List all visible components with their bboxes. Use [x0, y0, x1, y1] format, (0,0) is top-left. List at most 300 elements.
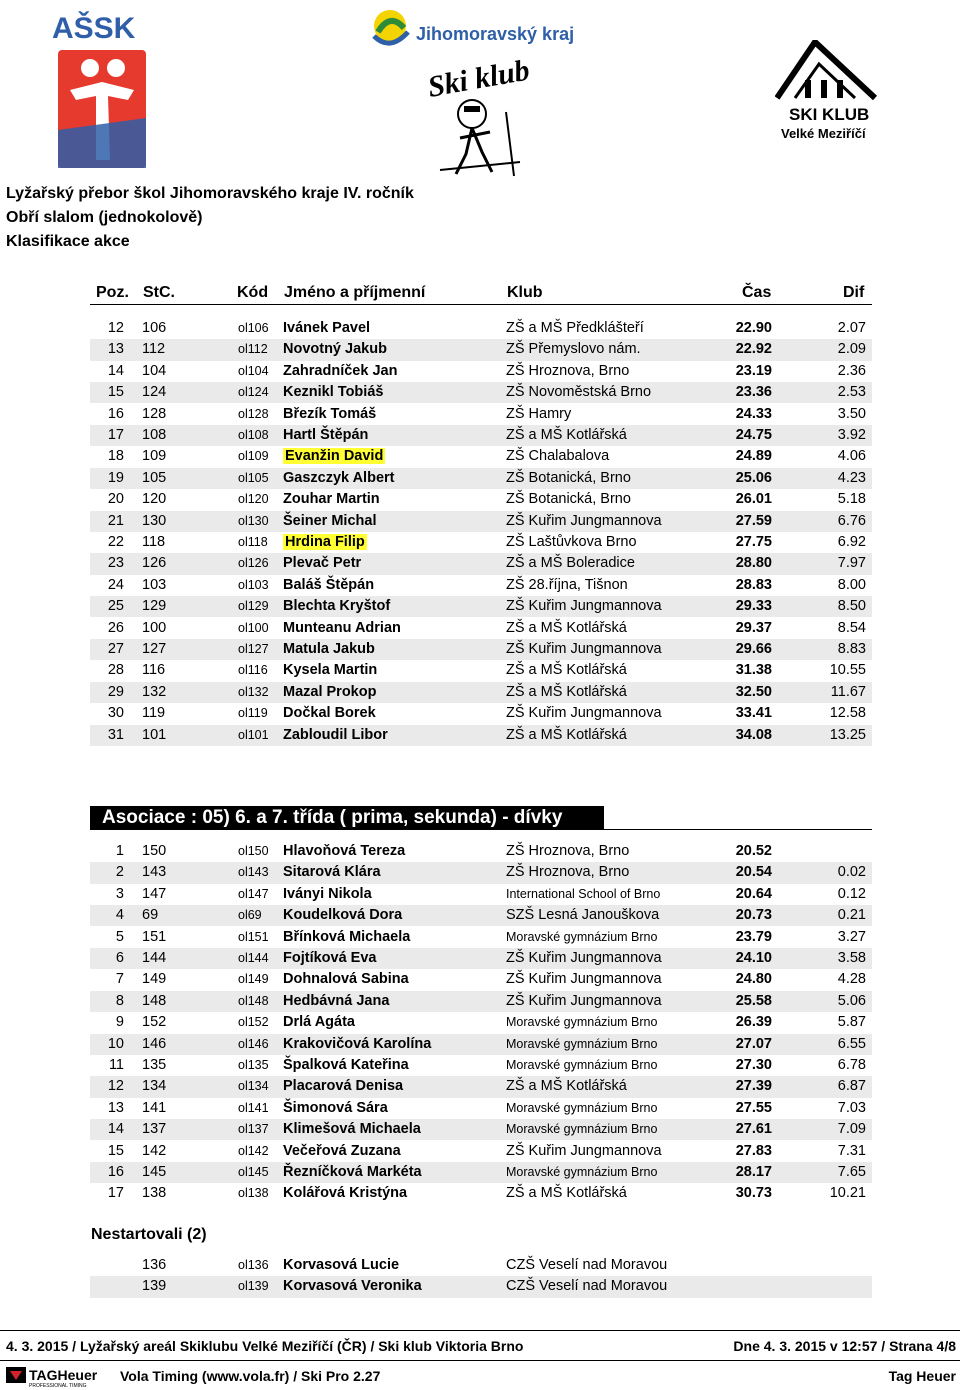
- cell-start-number-text: 120: [142, 491, 167, 508]
- cell-club: [506, 927, 657, 948]
- cell-position: [90, 1141, 124, 1162]
- cell-name-text: Baláš Štěpán: [283, 576, 375, 593]
- cell-name-text: Hedbávná Jana: [283, 992, 390, 1009]
- cell-position: [90, 575, 124, 596]
- cell-code-text: ol105: [238, 470, 269, 485]
- table-row: [90, 318, 872, 339]
- cell-start-number: [142, 905, 182, 926]
- header-divider: [90, 304, 872, 305]
- cell-time: [730, 532, 772, 553]
- cell-position-text: 14: [107, 362, 124, 379]
- cell-name: [283, 660, 377, 681]
- cell-name-text: Drlá Agáta: [283, 1014, 355, 1031]
- cell-name-text: Sitarová Klára: [283, 864, 381, 881]
- cell-time-text: 33.41: [735, 705, 772, 722]
- cell-club-text: ZŠ Kuřim Jungmannova: [506, 598, 662, 615]
- table-row: [90, 1162, 872, 1183]
- cell-position: [90, 1183, 124, 1204]
- cell-club-text: ZŠ a MŠ Kotlářská: [506, 683, 627, 700]
- category-divider: [90, 829, 872, 830]
- cell-difference-text: 6.92: [837, 534, 866, 550]
- cell-position-text: 22: [107, 534, 124, 550]
- cell-code: [238, 682, 278, 703]
- cell-start-number-text: 148: [142, 992, 167, 1009]
- table-row: [90, 532, 872, 553]
- event-title: Lyžařský přebor škol Jihomoravského kraje IV. ročník: [6, 185, 414, 202]
- cell-time-text: 34.08: [735, 726, 772, 743]
- cell-club-text: ZŠ Hroznova, Brno: [506, 864, 630, 881]
- cell-code: [238, 446, 278, 467]
- cell-time: [730, 862, 772, 883]
- cell-code-text: ol129: [238, 599, 269, 614]
- cell-time-text: 24.75: [735, 427, 772, 443]
- cell-difference: [820, 425, 866, 446]
- cell-club: [506, 1276, 667, 1297]
- col-header-name: Jméno a příjmenní: [284, 284, 426, 301]
- cell-name-text: Keznikl Tobiáš: [283, 384, 384, 401]
- cell-club: [506, 1055, 657, 1076]
- cell-position: [90, 725, 124, 746]
- cell-code: [238, 318, 278, 339]
- table-row: [90, 1076, 872, 1097]
- col-header-time: Čas: [742, 284, 772, 301]
- cell-position: [90, 404, 124, 425]
- cell-code: [238, 382, 278, 403]
- table-row: [90, 1119, 872, 1140]
- cell-start-number: [142, 841, 182, 862]
- cell-club-text: ZŠ Hamry: [506, 405, 572, 422]
- cell-time: [730, 1162, 772, 1183]
- cell-start-number: [142, 1162, 182, 1183]
- cell-position-text: 12: [107, 1078, 124, 1095]
- cell-club: [506, 596, 662, 617]
- cell-code-text: ol141: [238, 1100, 269, 1115]
- cell-start-number-text: 134: [142, 1078, 167, 1095]
- cell-code-text: ol120: [238, 492, 269, 507]
- cell-name: [283, 1098, 388, 1119]
- cell-difference: [820, 905, 866, 926]
- cell-start-number-text: 129: [142, 598, 167, 615]
- cell-club: [506, 553, 635, 574]
- cell-time: [730, 948, 772, 969]
- cell-difference-text: 7.31: [837, 1142, 866, 1159]
- cell-position: [90, 468, 124, 489]
- cell-club-text: CZŠ Veselí nad Moravou: [506, 1278, 668, 1295]
- cell-time-text: 23.19: [735, 362, 772, 379]
- cell-time-text: 27.07: [735, 1035, 772, 1052]
- cell-name-text: Hrdina Filip: [285, 534, 365, 550]
- footer-divider-bottom: [0, 1360, 960, 1361]
- cell-name-text: Mazal Prokop: [283, 683, 377, 700]
- cell-code-text: ol101: [238, 727, 269, 742]
- cell-start-number: [142, 1034, 182, 1055]
- cell-position: [90, 862, 124, 883]
- cell-difference-text: 3.58: [837, 950, 866, 966]
- cell-difference: [820, 725, 866, 746]
- cell-start-number: [142, 1098, 182, 1119]
- cell-code: [238, 862, 278, 883]
- cell-code-text: ol151: [238, 929, 269, 944]
- cell-difference-text: 13.25: [829, 726, 866, 743]
- cell-difference-text: 8.50: [837, 598, 866, 615]
- cell-time-text: 23.36: [735, 384, 772, 401]
- cell-name: [283, 425, 368, 446]
- footer-divider-top: [0, 1330, 960, 1331]
- cell-club: [506, 725, 627, 746]
- cell-club: [506, 489, 631, 510]
- cell-code: [238, 1098, 278, 1119]
- cell-position: [90, 1012, 124, 1033]
- cell-time: [730, 382, 772, 403]
- cell-club: [506, 905, 659, 926]
- cell-time-text: 24.33: [735, 405, 772, 422]
- cell-time: [730, 404, 772, 425]
- cell-code-text: ol145: [238, 1165, 269, 1179]
- cell-club-text: Moravské gymnázium Brno: [506, 1165, 658, 1179]
- cell-club-text: ZŠ a MŠ Kotlářská: [506, 662, 627, 679]
- cell-club: [506, 1255, 667, 1276]
- cell-time-text: 30.73: [735, 1185, 772, 1202]
- cell-name-text: Zahradníček Jan: [283, 362, 398, 379]
- cell-position: [90, 1098, 124, 1119]
- cell-name-text: Novotný Jakub: [283, 341, 387, 358]
- cell-code-text: ol126: [238, 556, 269, 571]
- cell-code: [238, 725, 278, 746]
- table-row: [90, 382, 872, 403]
- cell-difference-text: 4.28: [837, 971, 866, 988]
- cell-start-number-text: 112: [142, 341, 166, 358]
- cell-club-text: ZŠ Laštůvkova Brno: [506, 534, 637, 550]
- cell-name: [283, 725, 388, 746]
- table-row: [90, 660, 872, 681]
- cell-code-text: ol69: [238, 908, 262, 923]
- cell-position-text: 2: [115, 864, 124, 881]
- category-heading: Asociace : 05) 6. a 7. třída ( prima, sekunda) - dívky: [90, 806, 604, 829]
- cell-difference-text: 3.50: [837, 405, 866, 422]
- cell-difference-text: 3.27: [837, 928, 866, 945]
- cell-time-text: 29.37: [735, 619, 772, 636]
- cell-difference: [820, 339, 866, 360]
- cell-start-number: [142, 446, 182, 467]
- cell-name: [283, 639, 375, 660]
- cell-name-text: Korvasová Veronika: [283, 1278, 422, 1295]
- cell-position: [90, 1055, 124, 1076]
- cell-start-number-text: 138: [142, 1185, 167, 1202]
- cell-position: [90, 511, 124, 532]
- cell-difference-text: 6.76: [837, 512, 866, 529]
- cell-club: [506, 862, 629, 883]
- table-row: [90, 1141, 872, 1162]
- cell-code-text: ol135: [238, 1058, 269, 1072]
- cell-name: [283, 382, 383, 403]
- cell-time: [730, 318, 772, 339]
- cell-name-text: Matula Jakub: [283, 641, 375, 657]
- cell-difference: [820, 682, 866, 703]
- cell-difference: [820, 884, 866, 905]
- cell-difference-text: 2.07: [837, 320, 866, 336]
- cell-difference: [820, 1119, 866, 1140]
- cell-club-text: ZŠ 28.října, Tišnon: [506, 576, 628, 593]
- cell-difference: [820, 948, 866, 969]
- cell-name: [283, 404, 376, 425]
- cell-name-text: Placarová Denisa: [283, 1078, 404, 1095]
- cell-start-number: [142, 468, 182, 489]
- cell-position: [90, 703, 124, 724]
- cell-time-text: 25.06: [735, 469, 772, 486]
- cell-name-text: Krakovičová Karolína: [283, 1035, 432, 1052]
- cell-start-number: [142, 660, 182, 681]
- cell-position: [90, 841, 124, 862]
- cell-position: [90, 639, 124, 660]
- cell-time: [730, 1055, 772, 1076]
- table-row: [90, 425, 872, 446]
- cell-time-text: 26.01: [735, 491, 772, 508]
- tagheuer-logo-text: TAGHeuer: [29, 1367, 98, 1383]
- cell-position: [90, 927, 124, 948]
- cell-time: [730, 1076, 772, 1097]
- cell-club: [506, 1183, 627, 1204]
- table-row: [90, 489, 872, 510]
- cell-position: [90, 532, 124, 553]
- cell-start-number-text: 142: [142, 1142, 167, 1159]
- cell-code-text: ol143: [238, 865, 269, 880]
- cell-time-text: 20.54: [735, 864, 772, 881]
- table-row: [90, 703, 872, 724]
- cell-time: [730, 991, 772, 1012]
- cell-difference: [820, 1076, 866, 1097]
- cell-start-number-text: 119: [142, 705, 166, 722]
- cell-name: [283, 884, 372, 905]
- cell-name-text: Munteanu Adrian: [283, 619, 401, 636]
- cell-code: [238, 703, 278, 724]
- cell-code-text: ol152: [238, 1015, 269, 1030]
- cell-start-number-text: 150: [142, 843, 167, 859]
- cell-name: [283, 1255, 399, 1276]
- cell-start-number-text: 139: [142, 1278, 167, 1295]
- cell-code: [238, 660, 278, 681]
- cell-code-text: ol100: [238, 620, 269, 635]
- cell-code: [238, 489, 278, 510]
- cell-position: [90, 660, 124, 681]
- cell-time: [730, 660, 772, 681]
- cell-name: [283, 339, 387, 360]
- cell-time: [730, 339, 772, 360]
- cell-difference: [820, 927, 866, 948]
- cell-position-text: 6: [115, 950, 124, 966]
- cell-club: [506, 1141, 662, 1162]
- cell-start-number-text: 106: [142, 320, 167, 336]
- table-row: [90, 446, 872, 467]
- cell-club-text: ZŠ a MŠ Kotlářská: [506, 726, 627, 743]
- table-row: [90, 553, 872, 574]
- cell-name: [283, 969, 409, 990]
- cell-difference: [820, 446, 866, 467]
- cell-position: [90, 596, 124, 617]
- cell-time: [730, 1183, 772, 1204]
- cell-start-number-text: 151: [142, 928, 167, 945]
- cell-time-text: 20.52: [735, 843, 772, 859]
- table-row: [90, 905, 872, 926]
- table-row: [90, 1098, 872, 1119]
- cell-club-text: ZŠ Hroznova, Brno: [506, 843, 630, 859]
- cell-name: [283, 575, 374, 596]
- cell-name-text: Korvasová Lucie: [283, 1257, 400, 1273]
- cell-time-text: 29.66: [735, 641, 772, 657]
- cell-position-text: 16: [107, 1164, 124, 1180]
- cell-code: [238, 425, 278, 446]
- cell-name: [283, 1034, 431, 1055]
- cell-start-number: [142, 1183, 182, 1204]
- cell-code-text: ol134: [238, 1079, 269, 1094]
- cell-position-text: 30: [107, 705, 124, 722]
- table-row: [90, 991, 872, 1012]
- cell-difference-text: 6.55: [837, 1035, 866, 1052]
- cell-club: [506, 532, 637, 553]
- cell-position: [90, 1119, 124, 1140]
- cell-time: [730, 511, 772, 532]
- cell-name-text: Březík Tomáš: [283, 405, 377, 422]
- cell-code: [238, 1034, 278, 1055]
- cell-position-text: 15: [107, 384, 124, 401]
- cell-club-text: ZŠ Kuřim Jungmannova: [506, 950, 662, 966]
- cell-time-text: 22.92: [735, 341, 772, 358]
- col-header-stc: StC.: [143, 284, 175, 301]
- cell-code-text: ol147: [238, 886, 269, 901]
- cell-club-text: ZŠ Botanická, Brno: [506, 469, 631, 486]
- cell-club: [506, 1076, 627, 1097]
- cell-difference: [820, 991, 866, 1012]
- table-row: [90, 361, 872, 382]
- cell-name-text: Šeiner Michal: [283, 512, 377, 529]
- cell-code-text: ol146: [238, 1036, 269, 1051]
- cell-difference-text: 12.58: [829, 705, 866, 722]
- cell-code-text: ol139: [238, 1279, 269, 1294]
- cell-position: [90, 382, 124, 403]
- cell-name: [283, 1183, 407, 1204]
- tagheuer-logo: [6, 1366, 112, 1388]
- cell-start-number-text: 144: [142, 950, 167, 966]
- cell-code: [238, 948, 278, 969]
- cell-start-number: [142, 511, 182, 532]
- cell-position: [90, 489, 124, 510]
- cell-name-text: Dohnalová Sabina: [283, 971, 409, 988]
- cell-name: [283, 318, 370, 339]
- cell-code: [238, 1055, 278, 1076]
- cell-club-text: ZŠ Kuřim Jungmannova: [506, 641, 662, 657]
- cell-time-text: 20.64: [735, 885, 772, 902]
- cell-name: [283, 703, 376, 724]
- cell-difference: [820, 489, 866, 510]
- cell-position-text: 10: [107, 1035, 124, 1052]
- cell-start-number: [142, 318, 182, 339]
- cell-name-text: Hlavoňová Tereza: [283, 843, 406, 859]
- cell-code: [238, 1162, 278, 1183]
- cell-club: [506, 682, 627, 703]
- cell-position-text: 18: [107, 448, 124, 465]
- table-row: [90, 1055, 872, 1076]
- cell-difference: [820, 382, 866, 403]
- table-row: [90, 1255, 872, 1276]
- cell-code: [238, 553, 278, 574]
- cell-club-text: Moravské gymnázium Brno: [506, 1036, 658, 1051]
- cell-start-number-text: 130: [142, 512, 167, 529]
- cell-difference-text: 8.00: [837, 576, 866, 593]
- cell-difference: [820, 532, 866, 553]
- cell-position-text: 4: [115, 907, 124, 924]
- cell-position-text: 13: [107, 1099, 124, 1116]
- cell-club: [506, 660, 627, 681]
- ski-klub-logo-text: Ski klub: [425, 53, 533, 104]
- cell-position-text: 16: [107, 405, 124, 422]
- col-header-club: Klub: [507, 284, 543, 301]
- cell-code-text: ol142: [238, 1143, 269, 1158]
- cell-difference-text: 2.36: [837, 362, 866, 379]
- cell-start-number: [142, 703, 182, 724]
- jmk-logo-text: Jihomoravský kraj: [416, 24, 575, 44]
- cell-difference: [820, 468, 866, 489]
- cell-position: [90, 1034, 124, 1055]
- cell-name-text: Fojtíková Eva: [283, 950, 377, 966]
- cell-club: [506, 361, 629, 382]
- cell-position: [90, 425, 124, 446]
- cell-start-number: [142, 991, 182, 1012]
- cell-start-number-text: 100: [142, 619, 167, 636]
- cell-start-number-text: 143: [142, 864, 167, 881]
- cell-start-number-text: 137: [142, 1121, 167, 1138]
- cell-club-text: Moravské gymnázium Brno: [506, 1122, 658, 1137]
- cell-start-number: [142, 1055, 182, 1076]
- cell-code: [238, 1276, 278, 1297]
- cell-code-text: ol148: [238, 993, 269, 1008]
- cell-position-text: 21: [107, 512, 124, 529]
- cell-time: [730, 1034, 772, 1055]
- cell-code: [238, 1119, 278, 1140]
- cell-name-text: Koudelková Dora: [283, 907, 403, 924]
- cell-code-text: ol137: [238, 1122, 269, 1137]
- cell-position: [90, 905, 124, 926]
- cell-time: [730, 596, 772, 617]
- cell-time: [730, 1119, 772, 1140]
- cell-start-number-text: 109: [142, 448, 167, 465]
- cell-difference: [820, 361, 866, 382]
- cell-code: [238, 532, 278, 553]
- cell-difference-text: 6.78: [837, 1057, 866, 1073]
- cell-code: [238, 1183, 278, 1204]
- cell-code: [238, 575, 278, 596]
- cell-position-text: 28: [107, 662, 124, 679]
- cell-name: [283, 446, 385, 467]
- cell-difference: [820, 1162, 866, 1183]
- cell-name-text: Večeřová Zuzana: [283, 1142, 401, 1159]
- cell-name-text: Zabloudil Libor: [283, 726, 388, 743]
- cell-name: [283, 1119, 421, 1140]
- cell-club-text: Moravské gymnázium Brno: [506, 929, 658, 944]
- cell-start-number-text: 69: [142, 907, 159, 924]
- cell-name-text: Gaszczyk Albert: [283, 469, 395, 486]
- cell-time: [730, 703, 772, 724]
- cell-position-text: 23: [107, 555, 124, 572]
- cell-position-text: 1: [115, 843, 124, 859]
- cell-position-text: 7: [115, 971, 124, 988]
- cell-start-number: [142, 927, 182, 948]
- table-row: [90, 927, 872, 948]
- cell-club: [506, 318, 644, 339]
- cell-position-text: 3: [115, 885, 124, 902]
- cell-club: [506, 425, 627, 446]
- cell-position-text: 14: [107, 1121, 124, 1138]
- col-header-dif: Dif: [843, 284, 865, 301]
- table-row: [90, 884, 872, 905]
